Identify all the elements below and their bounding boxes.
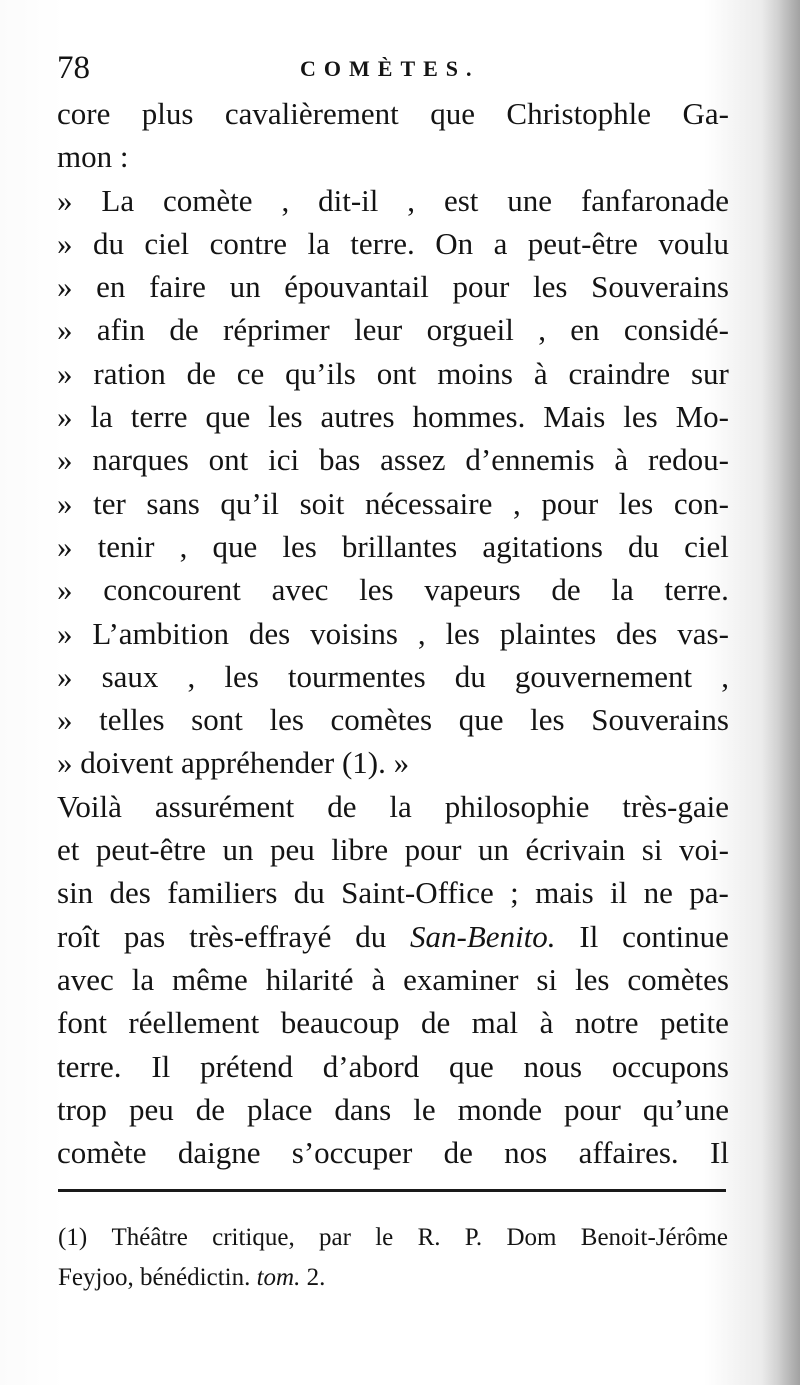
- word: :: [119, 139, 129, 175]
- word: peut-être: [95, 832, 207, 868]
- word: d’abord: [322, 1048, 420, 1084]
- word: »: [57, 225, 73, 261]
- word: peut-être: [527, 225, 638, 261]
- text-line: [57, 438, 729, 481]
- word: hommes.: [412, 399, 526, 435]
- word: bas: [318, 442, 361, 478]
- word: daigne: [177, 1135, 261, 1171]
- footnote: [58, 1218, 728, 1298]
- text-line: [57, 92, 729, 135]
- word: beaucoup: [280, 1005, 400, 1041]
- word: Il: [579, 918, 599, 954]
- word: les: [268, 399, 303, 435]
- text-line: [57, 525, 729, 568]
- word: ont: [376, 355, 417, 391]
- word: redou-: [648, 442, 729, 478]
- word: pour: [452, 269, 510, 305]
- word: faire: [149, 269, 206, 305]
- word: »: [57, 485, 73, 521]
- word: font: [57, 1005, 107, 1041]
- footnote-rule: [58, 1189, 726, 1192]
- text-line: [57, 915, 729, 958]
- word: Il: [151, 1048, 171, 1084]
- word: affaires.: [578, 1135, 679, 1171]
- page-header: [57, 46, 725, 90]
- word: à: [533, 355, 548, 391]
- word: des: [109, 875, 151, 911]
- word: très-effrayé: [189, 918, 332, 954]
- word: de: [420, 1005, 451, 1041]
- word: les: [575, 961, 610, 997]
- word: familiers: [167, 875, 278, 911]
- word: très-gaie: [622, 788, 729, 824]
- text-line: [57, 222, 729, 265]
- word: ter: [93, 485, 126, 521]
- word: est: [443, 182, 479, 218]
- word: a: [493, 225, 508, 261]
- word: critique,: [212, 1224, 295, 1251]
- word: Dom: [506, 1224, 557, 1251]
- word: ne: [643, 875, 673, 911]
- word: un: [229, 269, 261, 305]
- word: La: [101, 182, 135, 218]
- word: philosophie: [444, 788, 590, 824]
- word: plus: [141, 96, 194, 131]
- word: la: [90, 399, 113, 435]
- word: même: [172, 961, 248, 997]
- word: place: [247, 1091, 313, 1127]
- word: sur: [690, 355, 729, 391]
- word: ,: [179, 528, 188, 564]
- word: à: [614, 442, 629, 478]
- word: Il: [710, 1135, 729, 1171]
- word: narques: [92, 442, 189, 478]
- word: »: [57, 658, 73, 694]
- word: notre: [574, 1005, 639, 1041]
- word: si: [536, 961, 558, 997]
- word: vapeurs: [424, 572, 521, 608]
- word: les: [533, 269, 568, 305]
- word: par: [319, 1224, 351, 1251]
- text-line: [57, 1001, 729, 1044]
- word: de: [186, 355, 216, 391]
- word: craindre: [568, 355, 671, 391]
- word: du: [628, 528, 660, 564]
- word: ,: [538, 312, 546, 348]
- word: il: [610, 875, 628, 911]
- word: la: [611, 572, 634, 608]
- word: ,: [721, 658, 729, 694]
- word: terre: [130, 399, 188, 435]
- word: »: [57, 615, 73, 651]
- word: ,: [187, 658, 196, 694]
- word: ciel: [684, 528, 729, 564]
- word: Mais: [543, 399, 606, 435]
- word: gouvernement: [514, 658, 693, 694]
- running-head: COMÈTES.: [300, 56, 480, 81]
- word: écrivain: [525, 832, 626, 868]
- text-line: [57, 352, 729, 395]
- word: s’occuper: [291, 1135, 413, 1171]
- word: épouvantail: [284, 269, 429, 305]
- word: nos: [504, 1135, 548, 1171]
- word: nécessaire: [365, 485, 493, 521]
- text-line: [57, 1045, 729, 1088]
- word: dit-il: [318, 182, 379, 218]
- word: hilarité: [265, 961, 354, 997]
- word: »: [57, 312, 73, 348]
- text-line: [57, 828, 729, 871]
- word: con-: [673, 485, 729, 521]
- text-line: [57, 265, 729, 308]
- word: Voilà: [57, 788, 122, 824]
- page-number: 78: [57, 50, 90, 86]
- word: que: [458, 702, 504, 738]
- word: en: [96, 269, 126, 305]
- word: roît: [57, 918, 101, 954]
- word: les: [530, 702, 565, 738]
- word: tenir: [97, 528, 155, 564]
- word: (1): [58, 1224, 88, 1251]
- word: »: [393, 745, 410, 781]
- body-text: [57, 92, 729, 1174]
- word: cavalièrement: [224, 96, 399, 131]
- word: de: [551, 572, 581, 608]
- word: pour: [404, 832, 462, 868]
- page-shadow: [762, 0, 800, 1385]
- word: brillantes: [341, 528, 458, 564]
- word: la: [307, 225, 330, 261]
- word: du: [454, 658, 486, 694]
- word: comètes: [330, 702, 433, 738]
- word: d’ennemis: [465, 442, 595, 478]
- word: Saint-Office: [341, 875, 494, 911]
- text-line: [57, 1088, 729, 1131]
- word: examiner: [403, 961, 519, 997]
- word: qu’une: [642, 1091, 729, 1127]
- word: les: [445, 615, 480, 651]
- footnote-line: [58, 1258, 728, 1298]
- word: pas: [123, 918, 166, 954]
- word: orgueil: [426, 312, 514, 348]
- word: terre.: [664, 572, 729, 608]
- word: les: [618, 485, 654, 521]
- word: les: [269, 702, 304, 738]
- word: (1).: [341, 745, 386, 781]
- word: contre: [209, 225, 288, 261]
- word: Ga-: [682, 96, 729, 131]
- word: trop: [57, 1091, 107, 1127]
- word: une: [507, 182, 553, 218]
- word: »: [57, 355, 73, 391]
- word: P.: [464, 1224, 483, 1251]
- text-line: [57, 179, 729, 222]
- word: voisins: [310, 615, 398, 651]
- word: comète: [57, 1135, 147, 1171]
- text-line: [57, 395, 729, 438]
- word: »: [57, 572, 73, 608]
- word: On: [435, 225, 474, 261]
- text-line: [57, 655, 729, 698]
- word: prétend: [200, 1048, 293, 1084]
- word: de: [443, 1135, 473, 1171]
- word: Feyjoo,: [58, 1264, 134, 1291]
- word: Benoit-Jérôme: [580, 1224, 728, 1251]
- text-line: [57, 741, 729, 784]
- word: sans: [146, 485, 200, 521]
- word: assez: [380, 442, 446, 478]
- word: qu’il: [220, 485, 279, 521]
- word: comètes: [627, 961, 729, 997]
- word: »: [57, 182, 73, 218]
- word: appréhender: [181, 745, 335, 781]
- word: un: [477, 832, 509, 868]
- word: dans: [334, 1091, 392, 1127]
- word: sont: [191, 702, 243, 738]
- word: les: [623, 399, 658, 435]
- word: les: [359, 572, 394, 608]
- word: comète: [163, 182, 253, 218]
- word: mon: [57, 139, 113, 175]
- word: des: [248, 615, 291, 651]
- word: telles: [99, 702, 165, 738]
- word: moins: [437, 355, 513, 391]
- word: avec: [271, 572, 329, 608]
- text-line: [57, 612, 729, 655]
- word: Mo-: [675, 399, 729, 435]
- text-line: [57, 482, 729, 525]
- word: ont: [208, 442, 249, 478]
- word: réprimer: [223, 312, 330, 348]
- word: 2.: [306, 1264, 326, 1291]
- word: pour: [564, 1091, 621, 1127]
- word: avec: [57, 961, 114, 997]
- word: les: [282, 528, 317, 564]
- word: pour: [541, 485, 599, 521]
- text-line: [57, 568, 729, 611]
- word: à: [371, 961, 386, 997]
- word: réellement: [128, 1005, 260, 1041]
- word: à: [539, 1005, 554, 1041]
- word: les: [224, 658, 259, 694]
- word: la: [389, 788, 412, 824]
- word: L’ambition: [92, 615, 229, 651]
- word: continue: [622, 918, 729, 954]
- word: peu: [270, 832, 315, 868]
- word: ce: [236, 355, 265, 391]
- word: core: [57, 96, 111, 131]
- word: mal: [471, 1005, 519, 1041]
- word: libre: [331, 832, 389, 868]
- word: occupons: [611, 1048, 729, 1084]
- word: le: [375, 1224, 394, 1251]
- text-line: [57, 958, 729, 1001]
- word: considé-: [623, 312, 729, 348]
- word: ;: [510, 875, 519, 911]
- word: si: [641, 832, 663, 868]
- word: du: [293, 875, 325, 911]
- word: qu’ils: [285, 355, 356, 391]
- word: un: [222, 832, 254, 868]
- word: »: [57, 702, 73, 738]
- word: terre.: [57, 1048, 122, 1084]
- word: »: [57, 269, 73, 305]
- word: afin: [96, 312, 146, 348]
- word: tourmentes: [287, 658, 426, 694]
- word: ciel: [144, 225, 190, 261]
- word: voulu: [658, 225, 729, 261]
- word: ,: [417, 615, 426, 651]
- word: saux: [101, 658, 159, 694]
- word: voi-: [678, 832, 729, 868]
- word: que: [448, 1048, 494, 1084]
- word: ,: [281, 182, 290, 218]
- word: leur: [354, 312, 403, 348]
- word: »: [57, 399, 73, 435]
- word: mais: [535, 875, 594, 911]
- word: de: [169, 312, 199, 348]
- word: assurément: [154, 788, 295, 824]
- word: du: [355, 918, 387, 954]
- word: Christophle: [506, 96, 652, 131]
- word: concourent: [103, 572, 241, 608]
- word: soit: [299, 485, 345, 521]
- word: de: [195, 1091, 225, 1127]
- word: agitations: [482, 528, 603, 564]
- word: nous: [523, 1048, 583, 1084]
- text-line: [57, 871, 729, 914]
- word: San-Benito.: [410, 918, 556, 954]
- word: que: [205, 399, 251, 435]
- word: que: [430, 96, 475, 131]
- text-line: [57, 1131, 729, 1174]
- word: R.: [417, 1224, 441, 1251]
- word: pa-: [689, 875, 729, 911]
- footnote-line: [58, 1218, 728, 1258]
- word: »: [57, 528, 73, 564]
- text-line: [57, 785, 729, 828]
- word: peu: [128, 1091, 174, 1127]
- word: vas-: [677, 615, 729, 651]
- word: que: [212, 528, 258, 564]
- word: autres: [320, 399, 395, 435]
- word: Théâtre: [111, 1224, 188, 1251]
- word: des: [616, 615, 658, 651]
- word: bénédictin.: [139, 1264, 251, 1291]
- word: fanfaronade: [580, 182, 729, 218]
- word: petite: [660, 1005, 729, 1041]
- word: sin: [57, 875, 94, 911]
- word: du: [92, 225, 124, 261]
- word: ,: [407, 182, 416, 218]
- text-line: [57, 135, 729, 178]
- word: doivent: [80, 745, 174, 781]
- word: »: [57, 442, 73, 478]
- word: ,: [512, 485, 521, 521]
- word: en: [570, 312, 600, 348]
- word: et: [57, 832, 80, 868]
- word: Souverains: [591, 702, 729, 738]
- word: ici: [268, 442, 300, 478]
- word: le: [413, 1091, 436, 1127]
- word: plaintes: [499, 615, 597, 651]
- word: Souverains: [591, 269, 729, 305]
- word: »: [57, 745, 73, 781]
- word: tom.: [256, 1264, 301, 1291]
- text-line: [57, 698, 729, 741]
- text-line: [57, 308, 729, 351]
- word: la: [131, 961, 155, 997]
- word: terre.: [350, 225, 415, 261]
- word: de: [327, 788, 357, 824]
- word: monde: [457, 1091, 543, 1127]
- word: ration: [93, 355, 166, 391]
